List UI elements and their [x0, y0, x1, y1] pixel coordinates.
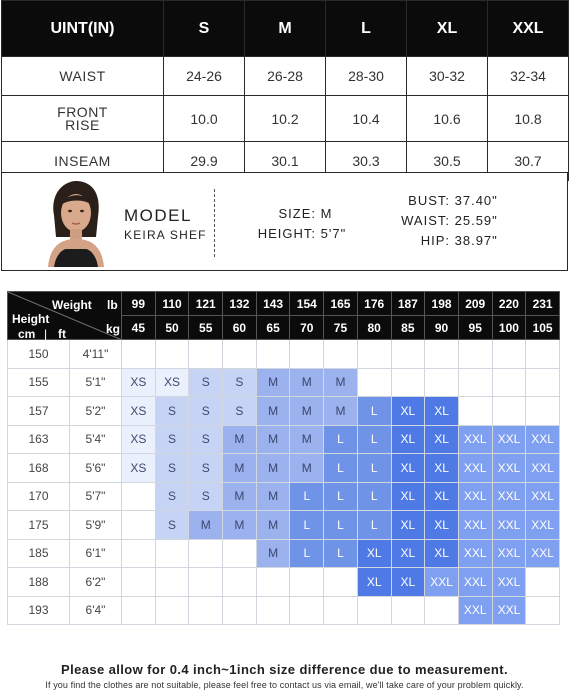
model-title: MODEL — [124, 206, 192, 225]
size-cell: S — [223, 368, 257, 397]
size-cell: XXL — [492, 511, 526, 540]
size-header-xl: XL — [407, 1, 488, 57]
size-cell: L — [357, 482, 391, 511]
model-card — [1, 172, 568, 271]
size-cell: M — [256, 511, 290, 540]
size-header-s: S — [164, 1, 245, 57]
size-cell: L — [357, 425, 391, 454]
kg-header-cell: 75 — [324, 316, 358, 340]
size-cell — [458, 340, 492, 369]
size-cell: S — [189, 397, 223, 426]
size-cell: S — [189, 454, 223, 483]
size-cell: XXL — [458, 482, 492, 511]
kg-header-cell: 65 — [256, 316, 290, 340]
size-cell — [492, 340, 526, 369]
size-label: SIZE: — [278, 206, 316, 221]
size-cell: XXL — [492, 568, 526, 597]
size-cell — [223, 568, 257, 597]
size-cell — [425, 596, 459, 625]
height-row — [8, 397, 560, 426]
size-cell: XL — [357, 568, 391, 597]
height-label: HEIGHT: — [257, 226, 316, 241]
table-cell: 10.6 — [407, 96, 488, 142]
size-cell: M — [189, 511, 223, 540]
height-weight-grid — [7, 291, 560, 625]
divider — [214, 189, 215, 257]
hip-label: HIP: — [420, 233, 450, 248]
size-cell: XXL — [526, 425, 560, 454]
kg-header-cell: 90 — [425, 316, 459, 340]
size-cell: L — [357, 511, 391, 540]
size-cell — [357, 596, 391, 625]
size-cell — [256, 568, 290, 597]
size-cell — [155, 568, 189, 597]
cm-cell: 155 — [8, 368, 70, 397]
size-cell — [122, 568, 156, 597]
unit-separator: | — [44, 327, 48, 341]
size-cell — [223, 596, 257, 625]
height-row — [8, 568, 560, 597]
model-bust — [382, 193, 498, 208]
lb-header-cell: 99 — [122, 292, 156, 316]
size-table — [1, 0, 569, 181]
lb-header-cell: 132 — [223, 292, 257, 316]
table-cell: 30-32 — [407, 57, 488, 96]
waist-value: 25.59" — [454, 213, 498, 228]
size-cell: XL — [391, 425, 425, 454]
lb-unit-label: lb — [107, 298, 118, 312]
size-cell — [122, 596, 156, 625]
table-cell: 26-28 — [245, 57, 326, 96]
cm-cell: 163 — [8, 425, 70, 454]
height-axis-label: Height — [12, 312, 50, 326]
bust-label: BUST: — [408, 193, 450, 208]
size-cell: M — [223, 454, 257, 483]
size-cell: M — [290, 397, 324, 426]
ft-cell: 5'6" — [70, 454, 122, 483]
size-cell: XXL — [458, 454, 492, 483]
height-row — [8, 596, 560, 625]
cm-cell: 157 — [8, 397, 70, 426]
front-rise-label — [2, 96, 164, 142]
size-cell: XL — [391, 568, 425, 597]
ft-cell: 6'1" — [70, 539, 122, 568]
model-hip — [382, 233, 498, 248]
size-cell: M — [256, 454, 290, 483]
size-cell — [189, 568, 223, 597]
size-cell: S — [155, 511, 189, 540]
size-cell: L — [324, 482, 358, 511]
kg-header-cell: 85 — [391, 316, 425, 340]
lb-header-cell: 154 — [290, 292, 324, 316]
size-cell: S — [223, 397, 257, 426]
size-header-l: L — [326, 1, 407, 57]
size-cell — [122, 482, 156, 511]
size-cell: L — [357, 454, 391, 483]
size-cell — [357, 340, 391, 369]
ft-cell: 5'2" — [70, 397, 122, 426]
model-waist — [382, 213, 498, 228]
lb-header-cell: 220 — [492, 292, 526, 316]
table-cell: 32-34 — [488, 57, 569, 96]
kg-header-cell: 70 — [290, 316, 324, 340]
size-cell: M — [223, 425, 257, 454]
table-cell: 30.3 — [326, 142, 407, 181]
lb-header-cell: 121 — [189, 292, 223, 316]
size-cell: L — [290, 511, 324, 540]
size-cell: S — [189, 425, 223, 454]
model-photo — [40, 179, 112, 267]
kg-header-cell: 100 — [492, 316, 526, 340]
size-cell — [357, 368, 391, 397]
size-cell: XL — [425, 425, 459, 454]
size-cell: XS — [122, 368, 156, 397]
ft-cell: 5'4" — [70, 425, 122, 454]
lb-header-cell: 231 — [526, 292, 560, 316]
measurement-note: Please allow for 0.4 inch~1inch size difference due to measurement. — [61, 662, 508, 677]
weight-axis-label: Weight — [52, 298, 92, 312]
kg-header-cell: 60 — [223, 316, 257, 340]
size-cell — [290, 568, 324, 597]
size-cell: XXL — [526, 511, 560, 540]
size-cell — [458, 368, 492, 397]
height-row — [8, 482, 560, 511]
kg-header-cell: 55 — [189, 316, 223, 340]
height-weight-chart — [7, 291, 559, 639]
size-cell: L — [357, 397, 391, 426]
size-cell — [122, 539, 156, 568]
size-cell: S — [155, 482, 189, 511]
size-cell: S — [155, 397, 189, 426]
size-cell: XL — [425, 397, 459, 426]
kg-header-cell: 50 — [155, 316, 189, 340]
front-rise-label-line1: FRONT — [57, 103, 108, 120]
ft-cell: 5'7" — [70, 482, 122, 511]
size-cell: M — [223, 511, 257, 540]
size-cell: XS — [122, 454, 156, 483]
size-cell — [526, 368, 560, 397]
table-cell: 29.9 — [164, 142, 245, 181]
lb-header-cell: 209 — [458, 292, 492, 316]
size-cell: XL — [425, 482, 459, 511]
unit-header: UINT(IN) — [2, 1, 164, 57]
size-cell — [122, 340, 156, 369]
height-row — [8, 511, 560, 540]
table-cell: 30.1 — [245, 142, 326, 181]
model-name: KEIRA SHEF — [124, 228, 207, 242]
cm-cell: 150 — [8, 340, 70, 369]
size-cell — [324, 340, 358, 369]
table-cell: 30.7 — [488, 142, 569, 181]
size-cell: M — [256, 425, 290, 454]
size-cell: XS — [122, 425, 156, 454]
size-cell — [526, 596, 560, 625]
size-cell: XL — [391, 397, 425, 426]
size-cell: XL — [391, 454, 425, 483]
table-cell: 10.2 — [245, 96, 326, 142]
size-cell — [391, 596, 425, 625]
size-cell — [324, 596, 358, 625]
size-cell: L — [324, 425, 358, 454]
lb-header-cell: 143 — [256, 292, 290, 316]
size-cell: XL — [391, 511, 425, 540]
lb-header-cell: 198 — [425, 292, 459, 316]
size-cell: M — [256, 482, 290, 511]
table-cell: 10.0 — [164, 96, 245, 142]
size-cell: XXL — [425, 568, 459, 597]
height-row — [8, 454, 560, 483]
size-header-xxl: XXL — [488, 1, 569, 57]
size-cell — [290, 596, 324, 625]
table-cell: 30.5 — [407, 142, 488, 181]
table-cell: 10.8 — [488, 96, 569, 142]
size-cell — [526, 340, 560, 369]
size-cell — [425, 368, 459, 397]
cm-unit-label: cm — [18, 327, 36, 341]
cm-cell: 185 — [8, 539, 70, 568]
size-cell — [155, 596, 189, 625]
height-row — [8, 425, 560, 454]
size-cell: XXL — [526, 454, 560, 483]
size-cell: XL — [425, 539, 459, 568]
weight-lb-row — [8, 292, 560, 316]
ft-cell: 4'11" — [70, 340, 122, 369]
height-row — [8, 368, 560, 397]
waist-label: WAIST — [2, 57, 164, 96]
size-cell: XXL — [458, 539, 492, 568]
front-rise-label-line2: RISE — [65, 116, 100, 133]
cm-cell: 170 — [8, 482, 70, 511]
size-cell: XL — [391, 539, 425, 568]
kg-header-cell: 45 — [122, 316, 156, 340]
size-cell: M — [290, 425, 324, 454]
size-cell — [155, 539, 189, 568]
size-cell: XS — [155, 368, 189, 397]
contact-note: If you find the clothes are not suitable, please feel free to contact us via email, we'll take care of your problem quickly. — [45, 680, 524, 690]
kg-header-cell: 80 — [357, 316, 391, 340]
cm-cell: 188 — [8, 568, 70, 597]
table-cell: 28-30 — [326, 57, 407, 96]
axis-corner — [8, 292, 122, 340]
inseam-label: INSEAM — [2, 142, 164, 181]
size-cell: M — [324, 368, 358, 397]
size-cell: M — [256, 539, 290, 568]
size-cell: L — [324, 454, 358, 483]
size-cell: XS — [122, 397, 156, 426]
size-cell: XXL — [458, 596, 492, 625]
size-cell — [256, 340, 290, 369]
size-cell: S — [189, 482, 223, 511]
size-cell: XL — [425, 454, 459, 483]
table-cell: 10.4 — [326, 96, 407, 142]
size-cell: L — [324, 511, 358, 540]
size-cell — [391, 340, 425, 369]
size-cell — [256, 596, 290, 625]
size-cell: M — [256, 397, 290, 426]
size-cell — [189, 596, 223, 625]
kg-header-cell: 95 — [458, 316, 492, 340]
size-header-m: M — [245, 1, 326, 57]
size-cell: S — [155, 425, 189, 454]
size-cell: L — [324, 539, 358, 568]
size-cell — [425, 340, 459, 369]
size-cell: XXL — [492, 539, 526, 568]
size-cell — [122, 511, 156, 540]
size-cell — [526, 568, 560, 597]
size-cell: XXL — [492, 596, 526, 625]
hip-value: 38.97" — [454, 233, 498, 248]
size-cell: M — [256, 368, 290, 397]
bust-value: 37.40" — [454, 193, 498, 208]
size-cell — [324, 568, 358, 597]
waist-row — [2, 57, 569, 96]
size-cell: L — [290, 482, 324, 511]
ft-cell: 6'2" — [70, 568, 122, 597]
size-cell — [223, 340, 257, 369]
size-value: M — [320, 206, 333, 221]
size-cell: XL — [391, 482, 425, 511]
size-cell: XXL — [492, 482, 526, 511]
lb-header-cell: 187 — [391, 292, 425, 316]
height-row — [8, 539, 560, 568]
size-cell: XL — [425, 511, 459, 540]
model-height — [248, 226, 346, 241]
size-table-header — [2, 1, 569, 57]
ft-unit-label: ft — [58, 327, 66, 341]
size-cell — [391, 368, 425, 397]
size-cell: XXL — [458, 568, 492, 597]
cm-cell: 168 — [8, 454, 70, 483]
size-cell: M — [223, 482, 257, 511]
size-cell: XXL — [458, 425, 492, 454]
size-cell: S — [155, 454, 189, 483]
model-size — [272, 206, 332, 221]
size-cell — [189, 340, 223, 369]
size-cell — [290, 340, 324, 369]
kg-unit-label: kg — [106, 322, 121, 336]
kg-header-cell: 105 — [526, 316, 560, 340]
size-cell — [492, 368, 526, 397]
size-cell — [189, 539, 223, 568]
lb-header-cell: 165 — [324, 292, 358, 316]
cm-cell: 193 — [8, 596, 70, 625]
size-cell: XXL — [458, 511, 492, 540]
size-cell — [492, 397, 526, 426]
size-cell: M — [290, 368, 324, 397]
waist-label: WAIST: — [401, 213, 450, 228]
size-cell: XXL — [492, 454, 526, 483]
ft-cell: 5'9" — [70, 511, 122, 540]
ft-cell: 5'1" — [70, 368, 122, 397]
size-cell: M — [324, 397, 358, 426]
lb-header-cell: 176 — [357, 292, 391, 316]
size-cell: XXL — [526, 539, 560, 568]
size-cell — [526, 397, 560, 426]
ft-cell: 6'4" — [70, 596, 122, 625]
size-cell — [155, 340, 189, 369]
size-cell: L — [290, 539, 324, 568]
size-cell: M — [290, 454, 324, 483]
lb-header-cell: 110 — [155, 292, 189, 316]
size-cell: XL — [357, 539, 391, 568]
front-rise-row — [2, 96, 569, 142]
size-cell: S — [189, 368, 223, 397]
cm-cell: 175 — [8, 511, 70, 540]
table-cell: 24-26 — [164, 57, 245, 96]
size-cell: XXL — [492, 425, 526, 454]
size-cell — [223, 539, 257, 568]
height-value: 5'7" — [320, 226, 347, 241]
size-cell — [458, 397, 492, 426]
size-cell: XXL — [526, 482, 560, 511]
height-row — [8, 340, 560, 369]
